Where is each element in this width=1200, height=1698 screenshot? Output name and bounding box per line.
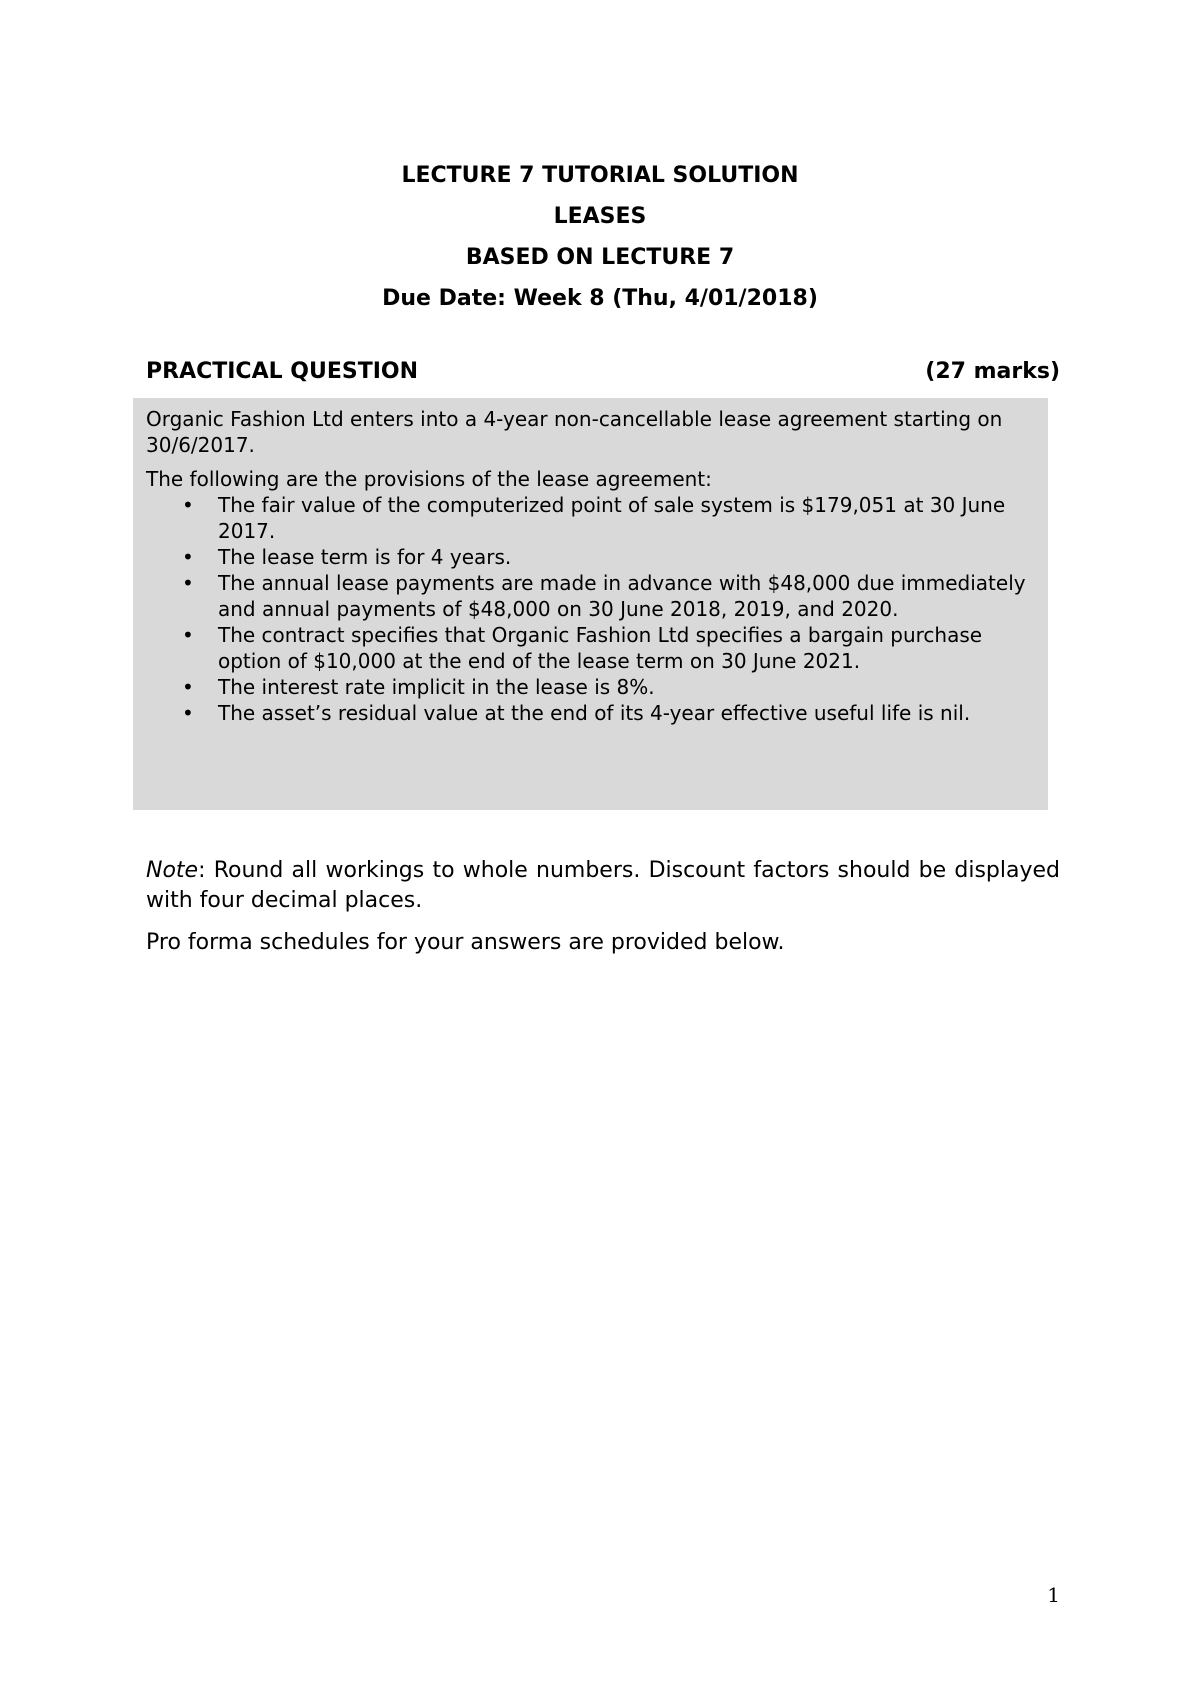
bullet-icon: •	[182, 571, 194, 595]
list-item	[146, 492, 1034, 544]
question-intro: Organic Fashion Ltd enters into a 4-year non-cancellable lease agreement starting on 30/6/2017.	[146, 407, 1003, 457]
list-item	[146, 700, 1034, 726]
provision-text: The interest rate implicit in the lease is 8%.	[218, 675, 655, 699]
question-marks: (27 marks)	[925, 359, 1060, 384]
provision-text: The lease term is for 4 years.	[218, 545, 512, 569]
provision-text: The annual lease payments are made in advance with $48,000 due immediately and annual payments of $48,000 on 30 June 2018, 2019, and 2020.	[218, 571, 1026, 621]
bullet-icon: •	[182, 623, 194, 647]
pro-forma-text: Pro forma schedules for your answers are provided below.	[146, 930, 785, 955]
due-date: Due Date: Week 8 (Thu, 4/01/2018)	[382, 286, 818, 311]
list-item	[146, 570, 1034, 622]
list-item	[146, 622, 1034, 674]
title-block	[0, 155, 1200, 319]
title-line-1: LECTURE 7 TUTORIAL SOLUTION	[401, 163, 799, 188]
bullet-icon: •	[182, 701, 194, 725]
list-item	[146, 544, 1034, 570]
title-line-3: BASED ON LECTURE 7	[465, 245, 735, 270]
provision-text: The asset’s residual value at the end of its 4-year effective useful life is nil.	[218, 701, 971, 725]
bullet-icon: •	[182, 493, 194, 517]
note-paragraph	[146, 856, 1060, 916]
page-number: 1	[1047, 1583, 1060, 1607]
provisions-list	[146, 492, 1034, 726]
bullet-icon: •	[182, 675, 194, 699]
note-text: : Round all workings to whole numbers. Discount factors should be displayed with four decimal places.	[146, 858, 1060, 913]
bullet-icon: •	[182, 545, 194, 569]
note-label: Note	[146, 858, 199, 883]
provision-text: The contract specifies that Organic Fashion Ltd specifies a bargain purchase option of $10,000 at the end of the lease term on 30 June 2021.	[218, 623, 983, 673]
question-heading: PRACTICAL QUESTION	[146, 359, 419, 384]
title-line-2: LEASES	[553, 204, 647, 229]
provision-text: The fair value of the computerized point of sale system is $179,051 at 30 June 2017.	[218, 493, 1006, 543]
question-box	[133, 398, 1048, 810]
question-header	[146, 356, 1060, 388]
provisions-intro: The following are the provisions of the lease agreement:	[146, 467, 712, 491]
list-item	[146, 674, 1034, 700]
